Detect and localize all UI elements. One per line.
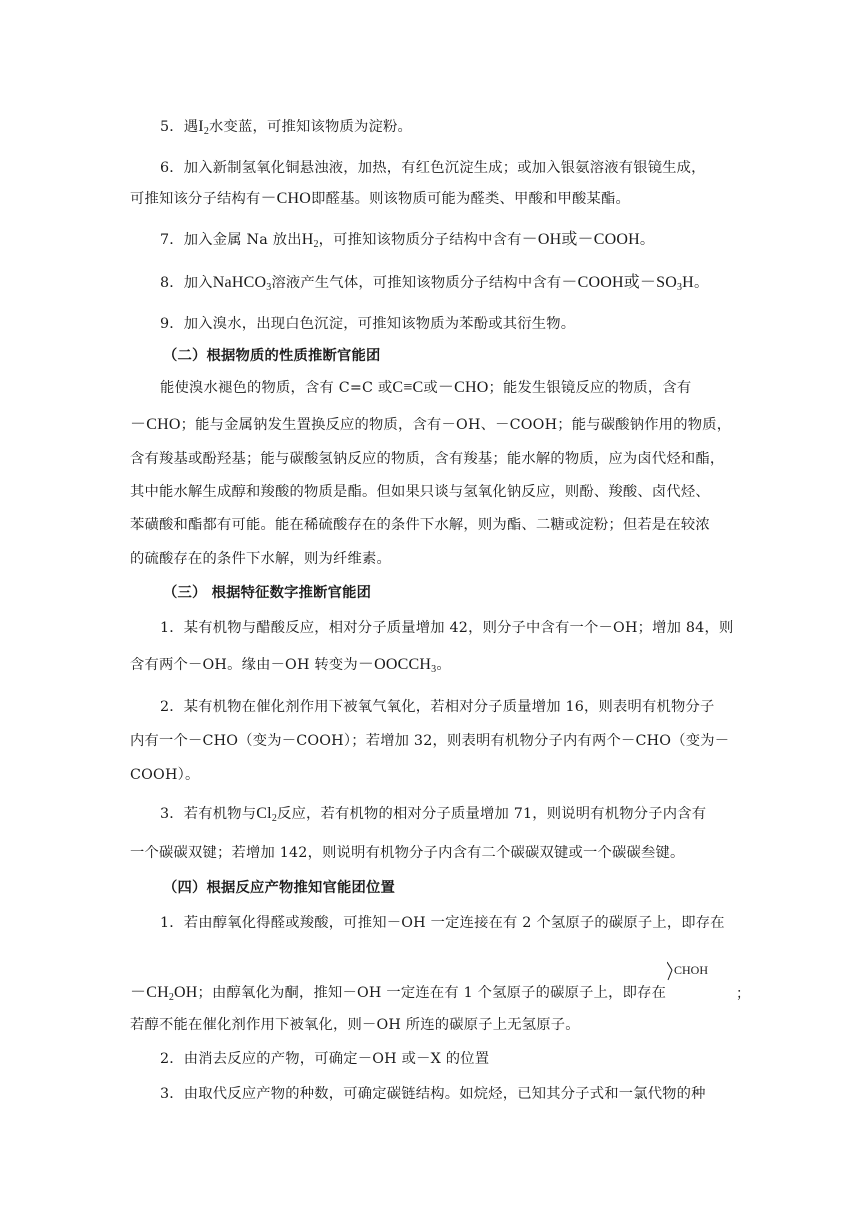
formula-cooh-so3h bbox=[561, 274, 694, 291]
para-2-line-3 bbox=[130, 449, 740, 469]
para-2-line-6 bbox=[130, 549, 740, 569]
formula-nahco3 bbox=[213, 274, 272, 291]
formula-text: H bbox=[301, 231, 314, 248]
subscript: 2 bbox=[313, 239, 319, 250]
heading-text: （二）根据物质的性质推断官能团 bbox=[163, 348, 381, 364]
pos-1-line-3 bbox=[130, 1015, 740, 1035]
text: 含有两个－OH。缘由－OH 转变为 bbox=[130, 657, 358, 673]
text: 可推知该分子结构有 bbox=[130, 191, 261, 207]
text: 8．加入 bbox=[160, 275, 213, 291]
text: 溶液产生气体，可推知该物质分子结构中含有 bbox=[271, 275, 562, 291]
text: 2．由消去反应的产物，可确定－OH 或－X 的位置 bbox=[160, 1051, 490, 1067]
text: ；能与金属钠发生置换反应的物质，含有－OH、－COOH；能与碳酸钠作用的物质， bbox=[180, 417, 732, 433]
item-9 bbox=[160, 314, 770, 334]
text: 3．若有机物与 bbox=[160, 806, 257, 822]
text: 。 bbox=[436, 657, 451, 673]
section-heading-4 bbox=[163, 878, 773, 898]
heading-text: （三） 根据特征数字推断官能团 bbox=[163, 585, 372, 601]
choh-text: CHOH bbox=[674, 963, 709, 977]
text: 的硫酸存在的条件下水解，则为纤维素。 bbox=[130, 551, 391, 567]
formula-text: OH bbox=[174, 984, 198, 1001]
num-3-line-1 bbox=[160, 804, 770, 824]
num-2-line-2 bbox=[130, 731, 740, 751]
text: 5．遇 bbox=[160, 119, 199, 135]
text: 6．加入新制氢氧化铜悬浊液，加热，有红色沉淀生成；或加入银氨溶液有银镜生成， bbox=[160, 160, 706, 176]
formula-text: I bbox=[198, 118, 204, 135]
subscript: 3 bbox=[676, 282, 683, 293]
text: 。 bbox=[693, 275, 709, 291]
text: ；由醇氧化为酮，推知－OH 一定连在有 1 个氢原子的碳原子上，即存在 bbox=[197, 985, 667, 1001]
text: 若醇不能在催化剂作用下被氧化，则－OH 所连的碳原子上无氢原子。 bbox=[130, 1017, 580, 1033]
formula-oocch3 bbox=[358, 656, 436, 673]
pos-1-line-1 bbox=[160, 913, 770, 933]
item-5 bbox=[160, 117, 770, 137]
formula-text: －CH bbox=[130, 984, 169, 1001]
formula-text: Cl bbox=[256, 805, 272, 822]
item-6-line-1 bbox=[160, 158, 770, 178]
formula-cho: －CHO bbox=[437, 379, 489, 396]
semicolon: ； bbox=[736, 986, 750, 1002]
para-2-line-2 bbox=[130, 415, 740, 435]
para-2-line-1 bbox=[160, 378, 770, 398]
text: 能使溴水褪色的物质，含有 C=C 或 bbox=[160, 380, 393, 396]
subscript: 2 bbox=[203, 126, 210, 137]
formula-cho: －CHO bbox=[130, 416, 181, 433]
text: COOH）。 bbox=[130, 767, 200, 783]
text: 内有一个－CHO（变为－COOH）；若增加 32，则表明有机物分子内有两个－CHO（变为－ bbox=[130, 733, 730, 749]
para-2-line-5 bbox=[130, 515, 740, 535]
subscript: 3 bbox=[266, 282, 272, 293]
para-2-line-4 bbox=[130, 482, 740, 502]
item-7 bbox=[160, 230, 770, 250]
text: ；能发生银镜反应的物质，含有 bbox=[488, 380, 692, 396]
text: 水变蓝，可推知该物质为淀粉。 bbox=[209, 119, 412, 135]
subscript: 2 bbox=[168, 992, 175, 1003]
text: 。 bbox=[639, 232, 655, 248]
formula-cl2 bbox=[256, 805, 277, 822]
num-1-line-2 bbox=[130, 655, 740, 675]
text: 1．若由醇氧化得醛或羧酸，可推知－OH 一定连接在有 2 个氢原子的碳原子上，即存在 bbox=[160, 915, 725, 931]
formula-h2 bbox=[302, 231, 319, 248]
text: 苯磺酸和酯都有可能。能在稀硫酸存在的条件下水解，则为酯、二糖或淀粉；但若是在较浓 bbox=[130, 517, 710, 533]
formula-text: －COOH或－SO bbox=[561, 274, 677, 291]
num-3-line-2 bbox=[130, 843, 740, 863]
text: 其中能水解生成醇和羧酸的物质是酯。但如果只谈与氢氧化钠反应，则酚、羧酸、卤代烃、 bbox=[130, 484, 710, 500]
formula-text: －OOCCH bbox=[357, 656, 432, 673]
formula-text: NaHCO bbox=[212, 274, 267, 291]
text: 3．由取代反应产物的种数，可确定碳链结构。如烷烃，已知其分子式和一氯代物的种 bbox=[160, 1086, 706, 1102]
formula-cho: －CHO bbox=[260, 190, 312, 207]
num-1-line-1 bbox=[160, 618, 770, 638]
text: 或 bbox=[423, 380, 438, 396]
text: ，可推知该物质分子结构中含有 bbox=[318, 232, 522, 248]
text: 7．加入金属 Na 放出 bbox=[160, 232, 302, 248]
subscript: 3 bbox=[431, 664, 437, 675]
formula-text: H bbox=[682, 274, 694, 291]
heading-text: （四）根据反应产物推知官能团位置 bbox=[163, 880, 395, 896]
text: 一个碳碳双键；若增加 142，则说明有机物分子内含有二个碳碳双键或一个碳碳叁键。 bbox=[130, 845, 685, 861]
section-heading-2 bbox=[163, 346, 773, 366]
text: 2．某有机物在催化剂作用下被氧气氧化，若相对分子质量增加 16，则表明有机物分子 bbox=[160, 699, 715, 715]
text: 即醛基。则该物质可能为醛类、甲酸和甲酸某酯。 bbox=[311, 191, 631, 207]
pos-1-line-2 bbox=[130, 983, 740, 1003]
pos-3 bbox=[160, 1084, 770, 1104]
choh-structure bbox=[667, 960, 715, 984]
section-heading-3 bbox=[163, 583, 773, 603]
subscript: 2 bbox=[271, 813, 278, 824]
text: 9．加入溴水，出现白色沉淀，可推知该物质为苯酚或其衍生物。 bbox=[160, 316, 576, 332]
item-8 bbox=[160, 273, 770, 293]
text: 含有羧基或酚羟基；能与碳酸氢钠反应的物质，含有羧基；能水解的物质，应为卤代烃和酯， bbox=[130, 451, 725, 467]
pos-2 bbox=[160, 1049, 770, 1069]
text: 1．某有机物与醋酸反应，相对分子质量增加 42，则分子中含有一个－OH；增加 84，则 bbox=[160, 620, 734, 636]
num-2-line-1 bbox=[160, 697, 770, 717]
num-2-line-3 bbox=[130, 765, 740, 785]
formula-i2 bbox=[198, 118, 209, 135]
text: 反应，若有机物的相对分子质量增加 71，则说明有机物分子内含有 bbox=[277, 806, 707, 822]
formula-oh-cooh: －OH或－COOH bbox=[521, 231, 640, 248]
formula-triple-bond: C≡C bbox=[392, 379, 424, 396]
item-6-line-2 bbox=[130, 189, 740, 209]
formula-ch2oh bbox=[130, 984, 198, 1001]
